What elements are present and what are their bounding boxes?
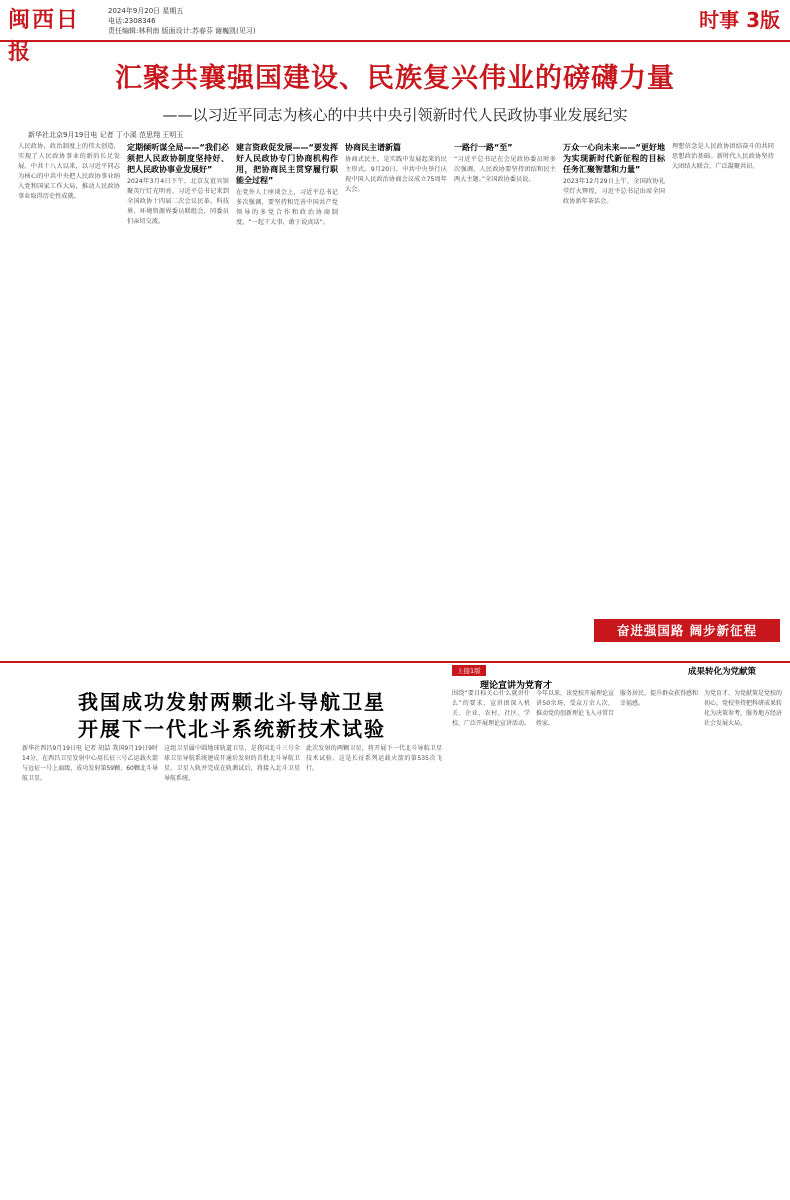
article-paragraph: 2023年12月29日上午，全国政协礼堂灯火辉煌，习近平总书记出席全国政协新年茶话会。 xyxy=(563,178,665,205)
article-paragraph: 今年以来，该党校开展理论宣讲50余场，受众万余人次，推动党的创新理论飞入寻常百姓家。 xyxy=(536,690,614,727)
section-label: 时事 3版 xyxy=(699,8,780,32)
section-heading: 万众一心向未来——“更好地为实现新时代新征程的目标任务汇聚智慧和力量” xyxy=(563,143,665,174)
article-column xyxy=(306,744,442,1184)
lead-headline: 汇聚共襄强国建设、民族复兴伟业的磅礴力量 xyxy=(115,63,675,94)
article-paragraph: 理想信念是人民政协团结奋斗的共同思想政治基础。新时代人民政协坚持大团结大联合，广泛凝聚共识。 xyxy=(672,143,774,170)
bottom-article-columns xyxy=(22,744,442,1184)
article-column xyxy=(620,689,698,1194)
section-heading: 建言资政促发展——“要发挥好人民政协专门协商机构作用，把协商民主贯穿履行职能全过程” xyxy=(236,143,338,185)
article-column xyxy=(164,744,300,1184)
article-paragraph: 协商式民主，是实践中发展起来的民主形式。9月20日，中共中央举行庆祝中国人民政治协商会议成立75周年大会。 xyxy=(345,156,447,193)
article-column xyxy=(454,140,556,570)
article-column xyxy=(704,689,782,1194)
editor-credits: 责任编辑:林利南 版面设计:苏春芬 谢巍凯(见习) xyxy=(108,27,256,35)
article-paragraph: 人民政协，政治制度上的伟大创造，实现了人民政协事业的新的长足发展。中共十八大以来，以习近平同志为核心的中共中央把人民政协事业纳入党和国家工作大局，推动人民政协事业取得历史性成就。 xyxy=(18,143,120,200)
article-paragraph: 服务居民，提升群众获得感和幸福感。 xyxy=(620,690,698,707)
lead-subheadline: ——以习近平同志为核心的中共中央引领新时代人民政协事业发展纪实 xyxy=(162,106,628,124)
article-paragraph: 在党外人士座谈会上，习近平总书记多次强调，要坚持和完善中国共产党领导的多党合作和政治协商制度。“一起干大事、敢于说真话”。 xyxy=(236,189,338,226)
article-paragraph: 此次发射的两颗卫星，将开展下一代北斗导航卫星技术试验。这是长征系列运载火箭的第535次飞行。 xyxy=(306,745,442,772)
lead-article-columns xyxy=(18,140,774,570)
article-paragraph: 2024年3月4日下午，北京友谊宾馆聚英厅灯光明亮。习近平总书记来到全国政协十四届二次会议民革、科技界、环境资源界委员联组会，同委员们亲切交流。 xyxy=(127,178,229,225)
article-column xyxy=(452,689,530,1194)
article-column xyxy=(127,140,229,570)
sidebar-columns xyxy=(452,689,782,1194)
article-column xyxy=(22,744,158,1184)
lead-byline: 新华社北京9月19日电 记者 丁小溪 范思翔 王明玉 xyxy=(28,131,184,139)
masthead xyxy=(0,0,790,65)
bottom-headline-2: 开展下一代北斗系统新技术试验 xyxy=(78,717,386,741)
bottom-headline-1: 我国成功发射两颗北斗导航卫星 xyxy=(78,690,386,714)
sidebar-subheading-2: 成果转化为党献策 xyxy=(688,667,757,677)
section-heading: 协商民主谱新篇 xyxy=(345,143,401,152)
article-column xyxy=(236,140,338,570)
article-paragraph: 这组卫星属中圆地球轨道卫星，是我国北斗三号全球卫星导航系统建成开通后发射的首批北斗导航卫星。卫星入轨并完成在轨测试后，将接入北斗卫星导航系统。 xyxy=(164,745,300,782)
article-paragraph: 新华社西昌9月19日电 记者 胡喆 我国9月19日9时14分，在西昌卫星发射中心用长征三号乙运载火箭与远征一号上面级，成功发射第59颗、60颗北斗导航卫星。 xyxy=(22,745,158,782)
article-column xyxy=(536,689,614,1194)
newspaper-logo: 闽西日报 xyxy=(8,7,81,65)
article-column xyxy=(563,140,665,570)
masthead-meta xyxy=(108,6,256,36)
sidebar-subheading: 理论宣讲为党育才 xyxy=(480,681,553,691)
issue-date: 2024年9月20日 星期五 xyxy=(108,7,184,15)
section-divider xyxy=(0,661,790,663)
sidebar-article xyxy=(452,665,782,1195)
article-paragraph: 为党育才、为党献策是党校的初心，党校坚持把科研成果转化为决策参考，服务地方经济社会发展大局。 xyxy=(704,690,782,727)
section-heading: 一路行一路“至” xyxy=(454,143,513,152)
article-paragraph: “习近平总书记在会见政协委员时多次强调，人民政协要坚持团结和民主两大主题。”全国政协委员说。 xyxy=(454,156,556,183)
article-column xyxy=(345,140,447,570)
slogan-banner: 奋进强国路 阔步新征程 xyxy=(594,619,780,642)
continuation-tag: 上接1版 xyxy=(452,665,486,676)
phone-number: 电话:2308346 xyxy=(108,17,156,25)
article-column xyxy=(672,140,774,570)
article-paragraph: 围绕“要目标关心什么就讲什么”的要求，宣讲团深入机关、企业、农村、社区、学校，广泛开展理论宣讲活动。 xyxy=(452,690,530,727)
section-heading: 定期倾听谋全局——“我们必须把人民政协制度坚持好、把人民政协事业发展好” xyxy=(127,143,229,174)
article-column xyxy=(18,140,120,570)
